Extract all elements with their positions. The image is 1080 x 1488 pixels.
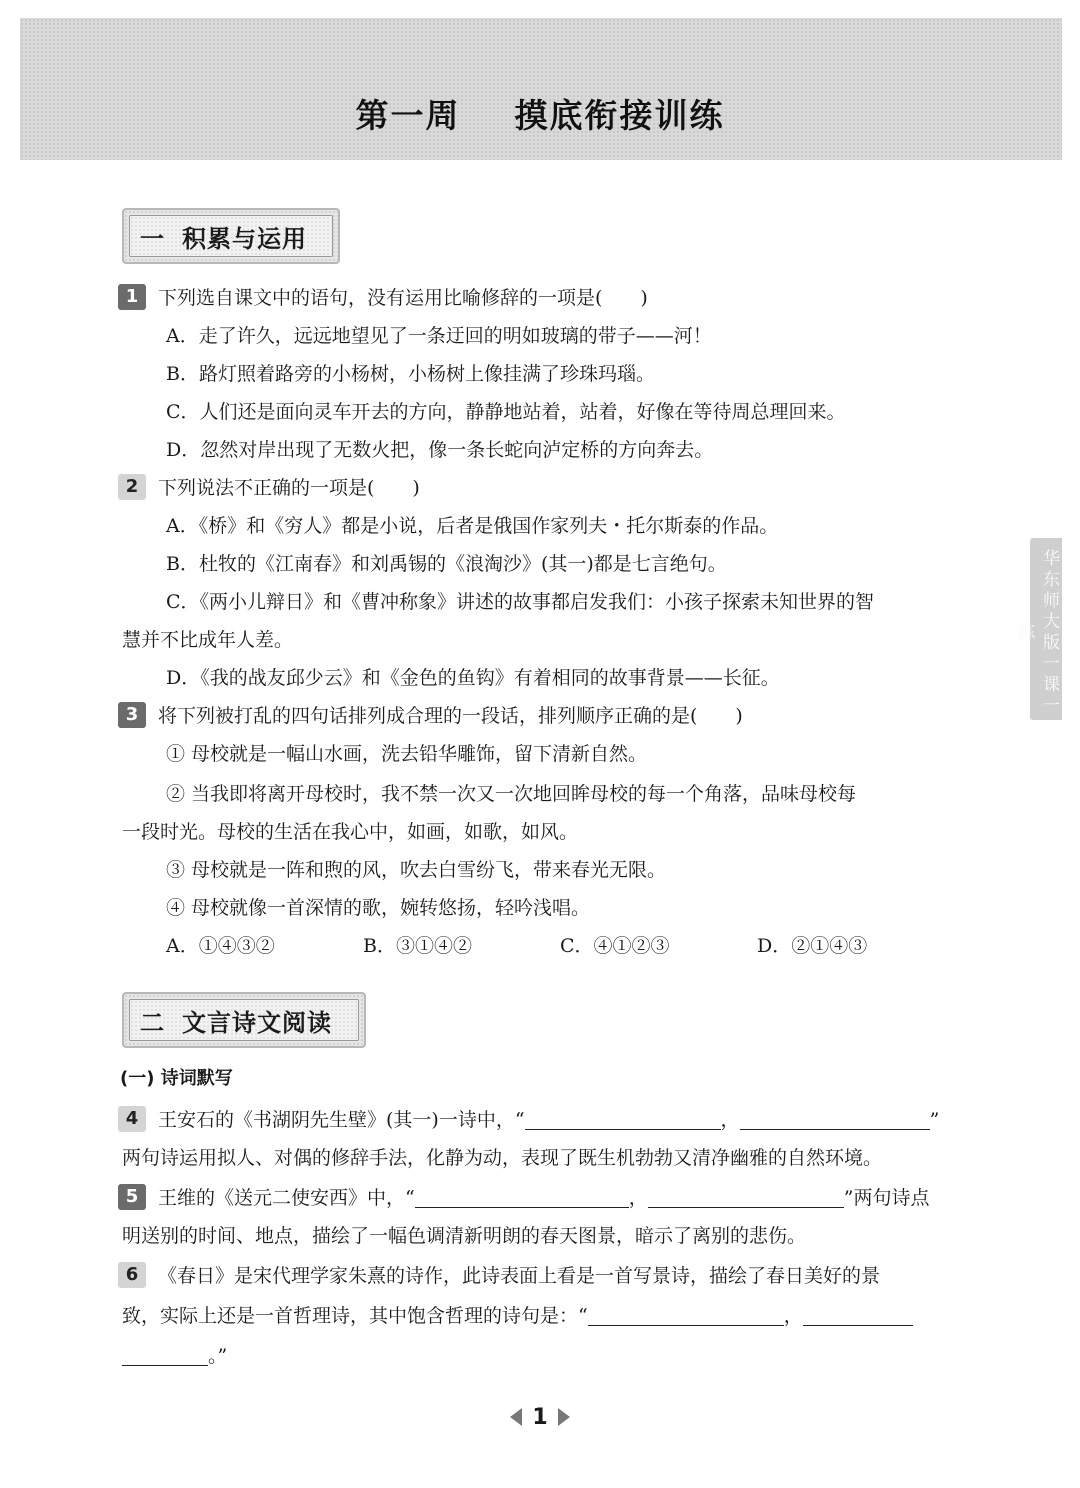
q1-option-c: C．人们还是面向灵车开去的方向，静静地站着，站着，好像在等待周总理回来。: [166, 401, 846, 423]
question-number: 3: [118, 702, 146, 728]
page-title: 第一周 摸底衔接训练: [355, 96, 725, 135]
q3-sentence-1: ① 母校就是一幅山水画，洗去铅华雕饰，留下清新自然。: [166, 743, 648, 765]
question-stem: 下列选自课文中的语句，没有运用比喻修辞的一项是( ): [158, 287, 648, 309]
section-number: 二: [140, 1008, 164, 1037]
page-number-text: 1: [532, 1405, 548, 1430]
question-stem: 下列说法不正确的一项是( ): [158, 477, 420, 499]
q6-cont: [122, 1298, 958, 1334]
arrow-right-icon: [558, 1408, 570, 1426]
question-stem: 将下列被打乱的四句话排列成合理的一段话，排列顺序正确的是( ): [158, 705, 743, 727]
q3-choice-c: C．④①②③: [560, 935, 670, 957]
q1-option-a: A．走了许久，远远地望见了一条迂回的明如玻璃的带子——河！: [166, 325, 712, 347]
page-number: [0, 1405, 1080, 1430]
q1-option-d: D．忽然对岸出现了无数火把，像一条长蛇向泸定桥的方向奔去。: [166, 439, 714, 461]
question-number: 1: [118, 284, 146, 310]
quote-close: 。”: [208, 1345, 228, 1367]
answer-blank[interactable]: [803, 1302, 913, 1326]
question-stem: 王安石的《书湖阴先生壁》(其一)一诗中，“: [158, 1109, 525, 1131]
q3-sentence-3: ③ 母校就是一阵和煦的风，吹去白雪纷飞，带来春光无限。: [166, 859, 667, 881]
separator: ，: [628, 1187, 648, 1209]
question-stem: 《春日》是宋代理学家朱熹的诗作，此诗表面上看是一首写景诗，描绘了春日美好的景: [158, 1265, 881, 1287]
q6-cont-text: 致，实际上还是一首哲理诗，其中饱含哲理的诗句是：“: [122, 1305, 588, 1327]
arrow-left-icon: [510, 1408, 522, 1426]
q6-cont-2: [122, 1338, 958, 1374]
q1-option-b: B．路灯照着路旁的小杨树，小杨树上像挂满了珍珠玛瑙。: [166, 363, 655, 385]
q3-choice-d: D．②①④③: [757, 935, 868, 957]
q2-option-a: A．《桥》和《穷人》都是小说，后者是俄国作家列夫・托尔斯泰的作品。: [166, 515, 779, 537]
question-stem: 王维的《送元二使安西》中，“: [158, 1187, 415, 1209]
q2-option-c-cont: 慧并不比成年人差。: [122, 629, 294, 651]
separator: ，: [783, 1305, 803, 1327]
question-2: [118, 470, 958, 506]
q2-option-c: C．《两小儿辩日》和《曹冲称象》讲述的故事都启发我们：小孩子探索未知世界的智: [166, 591, 875, 613]
answer-blank[interactable]: [740, 1106, 930, 1130]
section-badge-1: [122, 208, 340, 264]
quote-close: ”: [929, 1109, 940, 1131]
question-1: [118, 280, 958, 316]
q3-choice-b: B．③①④②: [363, 935, 472, 957]
q3-sentence-2-cont: 一段时光。母校的生活在我心中，如画，如歌，如风。: [122, 821, 579, 843]
q3-sentence-2: ② 当我即将离开母校时，我不禁一次又一次地回眸母校的每一个角落，品味母校每: [166, 783, 857, 805]
answer-blank[interactable]: [588, 1302, 784, 1326]
q2-option-d: D．《我的战友邱少云》和《金色的鱼钩》有着相同的故事背景——长征。: [166, 667, 780, 689]
question-6: [118, 1258, 958, 1294]
q3-choice-a: A．①④③②: [166, 935, 275, 957]
question-number: 5: [118, 1184, 146, 1210]
section-label: 文言诗文阅读: [182, 1008, 332, 1037]
sub-heading: (一) 诗词默写: [120, 1068, 233, 1089]
q3-choices: [166, 928, 956, 964]
section-label: 积累与运用: [182, 224, 307, 253]
q4-cont: 两句诗运用拟人、对偶的修辞手法，化静为动，表现了既生机勃勃又清净幽雅的自然环境。: [122, 1147, 883, 1169]
question-4: [118, 1102, 958, 1138]
question-3: [118, 698, 958, 734]
q5-cont: 明送别的时间、地点，描绘了一幅色调清新明朗的春天图景，暗示了离别的悲伤。: [122, 1225, 807, 1247]
answer-blank[interactable]: [648, 1184, 844, 1208]
side-tab: 华东师大版一课一练: [1030, 538, 1062, 720]
answer-blank[interactable]: [415, 1184, 629, 1208]
question-number: 4: [118, 1106, 146, 1132]
q2-option-b: B．杜牧的《江南春》和刘禹锡的《浪淘沙》(其一)都是七言绝句。: [166, 553, 727, 575]
section-badge-2: [122, 992, 366, 1048]
answer-blank[interactable]: [525, 1106, 721, 1130]
quote-close: ”两句诗点: [843, 1187, 930, 1209]
question-number: 2: [118, 474, 146, 500]
separator: ，: [720, 1109, 740, 1131]
answer-blank[interactable]: [122, 1342, 208, 1366]
section-number: 一: [140, 224, 164, 253]
q3-sentence-4: ④ 母校就像一首深情的歌，婉转悠扬，轻吟浅唱。: [166, 897, 591, 919]
question-number: 6: [118, 1262, 146, 1288]
header-band: [20, 18, 1062, 160]
question-5: [118, 1180, 958, 1216]
